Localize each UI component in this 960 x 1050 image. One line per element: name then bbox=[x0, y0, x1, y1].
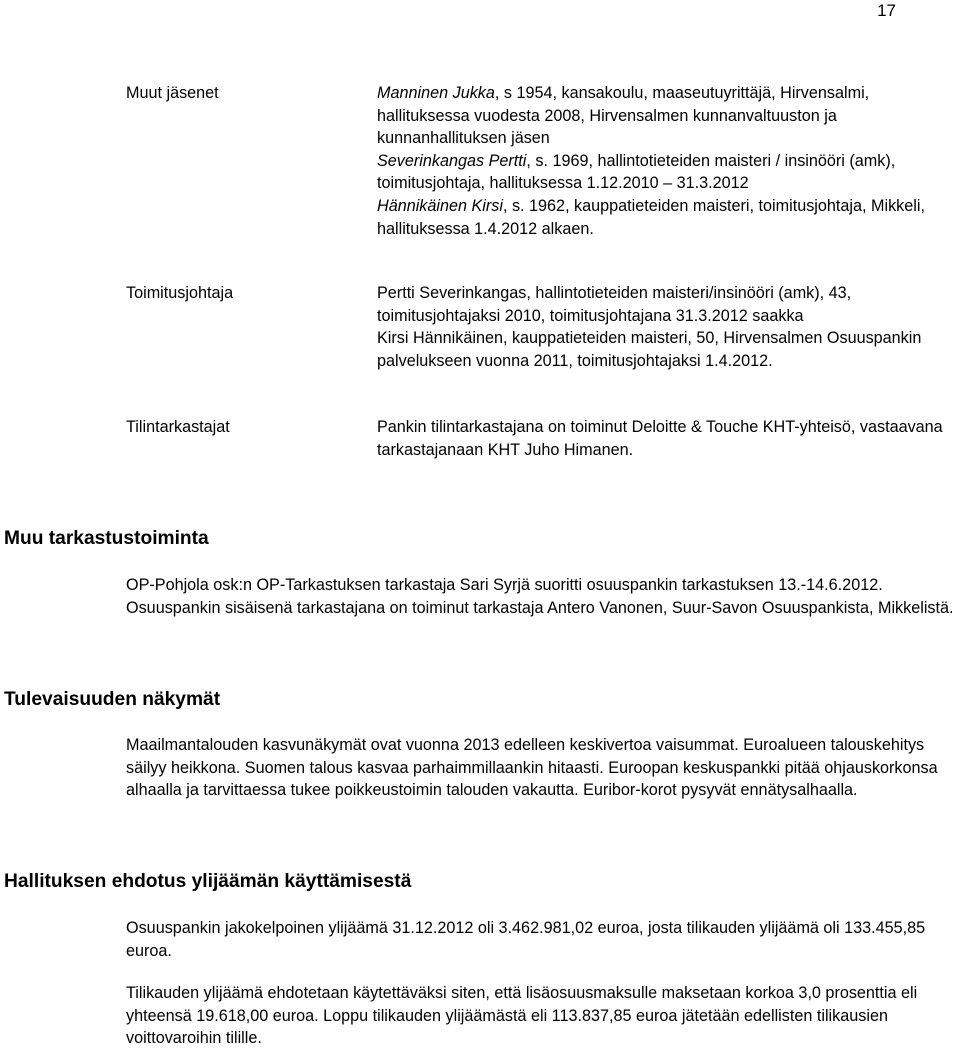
member-entry bbox=[377, 150, 959, 195]
member-name: Hännikäinen Kirsi bbox=[377, 196, 503, 215]
member-details: , s 1954, kansakoulu, maaseutuyrittäjä, Hirvensalmi, hallituksessa vuodesta 2008, Hirvensalmen kunnanvaltuuston ja kunnanhallituksen jäsen bbox=[377, 84, 870, 148]
members-label: Muut jäsenet bbox=[126, 84, 219, 102]
auditors-label: Tilintarkastajat bbox=[126, 418, 230, 436]
outlook-paragraph: Maailmantalouden kasvunäkymät ovat vuonna 2013 edelleen keskivertoa vaisummat. Euroalueen talouskehitys säilyy heikkona. Suomen talous kasvaa parhaimmillaankin hitaasti. Euroopan keskuspankki pitää ohjauskorkonsa alhaalla ja tarvittaessa tukee poikkeustoimin talouden vakautta. Euribor-korot pysyvät ennätysalhaalla. bbox=[126, 736, 938, 800]
ceo-content bbox=[377, 282, 959, 372]
auditors-text: Pankin tilintarkastajana on toiminut Deloitte & Touche KHT-yhteisö, vastaavana tarkastajanaan KHT Juho Himanen. bbox=[377, 418, 943, 459]
other-audit-body bbox=[126, 574, 956, 619]
member-name: Manninen Jukka bbox=[377, 84, 495, 102]
proposal-paragraph: Tilikauden ylijäämä ehdotetaan käytettäväksi siten, että lisäosuusmaksulle maksetaan korkoa 3,0 prosenttia eli yhteensä 19.618,00 euroa. Loppu tilikauden ylijäämästä eli 113.837,85 euroa jätetään edellisten tilikausien voittovaroihin tilille. bbox=[126, 984, 918, 1048]
member-entry bbox=[377, 195, 959, 240]
member-name: Severinkangas Pertti bbox=[377, 151, 527, 170]
member-details: , s. 1969, hallintotieteiden maisteri / insinööri (amk), toimitusjohtaja, hallituksessa 1.12.2010 – 31.3.2012 bbox=[377, 151, 896, 193]
outlook-heading: Tulevaisuuden näkymät bbox=[4, 689, 221, 710]
other-audit-heading: Muu tarkastustoiminta bbox=[4, 528, 209, 549]
ceo-paragraph: Pertti Severinkangas, hallintotieteiden maisteri/insinööri (amk), 43, toimitusjohtajaksi 2010, toimitusjohtajana 31.3.2012 saakka bbox=[377, 284, 852, 325]
auditors-content bbox=[377, 416, 959, 461]
proposal-heading: Hallituksen ehdotus ylijäämän käyttämisestä bbox=[4, 871, 412, 892]
outlook-body bbox=[126, 734, 956, 802]
other-audit-paragraph: OP-Pohjola osk:n OP-Tarkastuksen tarkastaja Sari Syrjä suoritti osuuspankin tarkastuksen 13.-14.6.2012. Osuuspankin sisäisenä tarkastajana on toiminut tarkastaja Antero Vanonen, Suur-Savon Osuuspankista, Mikkelistä. bbox=[126, 576, 954, 617]
page-number: 17 bbox=[877, 1, 896, 20]
member-entry bbox=[377, 82, 959, 150]
proposal-body bbox=[126, 917, 956, 1050]
ceo-label: Toimitusjohtaja bbox=[126, 284, 234, 302]
member-details: , s. 1962, kauppatieteiden maisteri, toimitusjohtaja, Mikkeli, hallituksessa 1.4.2012 alkaen. bbox=[377, 196, 925, 238]
members-content bbox=[377, 82, 959, 240]
ceo-paragraph: Kirsi Hännikäinen, kauppatieteiden maisteri, 50, Hirvensalmen Osuuspankin palvelukseen vuonna 2011, toimitusjohtajaksi 1.4.2012. bbox=[377, 329, 922, 370]
proposal-paragraph: Osuuspankin jakokelpoinen ylijäämä 31.12.2012 oli 3.462.981,02 euroa, josta tilikauden ylijäämä oli 133.455,85 euroa. bbox=[126, 919, 926, 960]
